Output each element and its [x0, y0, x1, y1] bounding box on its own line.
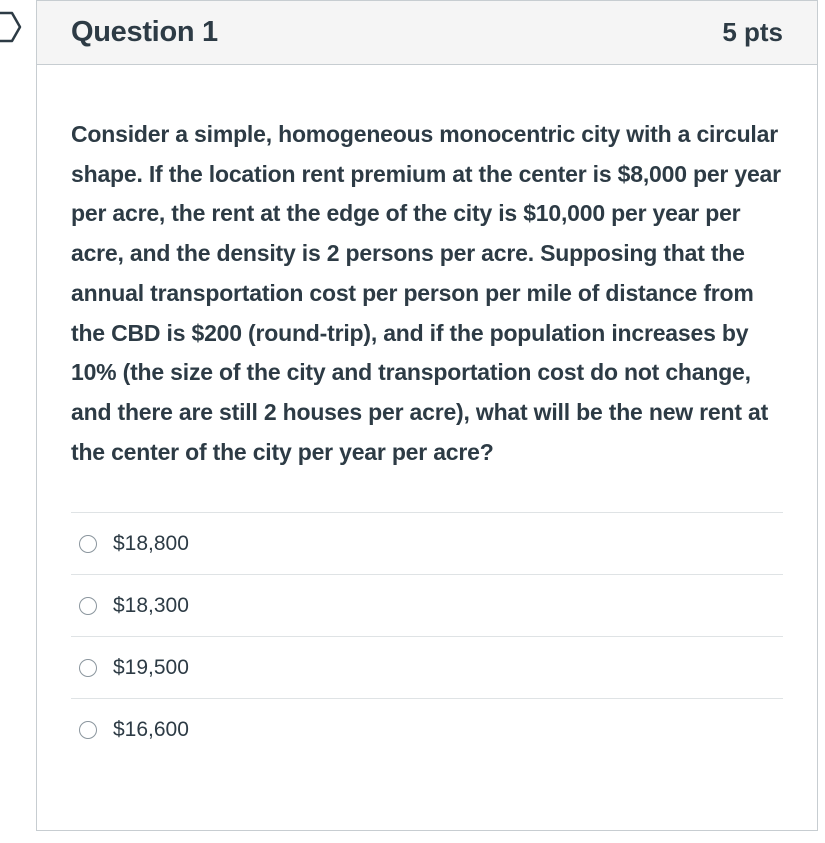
answer-option-2[interactable] — [71, 575, 783, 637]
question-card — [36, 0, 818, 831]
answer-label: $19,500 — [113, 655, 189, 679]
question-points: 5 pts — [722, 17, 783, 47]
radio-button[interactable] — [79, 535, 97, 553]
question-body — [37, 65, 817, 761]
question-text: Consider a simple, homogeneous monocentric city with a circular shape. If the location rent premium at the center is $8,000 per year per acre, the rent at the edge of the city is $10,000 per year per acre, and the density is 2 persons per acre. Supposing that the annual transportation cost per person per mile of distance from the CBD is $200 (round-trip), and if the population increases by 10% (the size of the city and transportation cost do not change, and there are still 2 houses per acre), what will be the new rent at the center of the city per year per acre? — [71, 121, 781, 465]
question-title: Question 1 — [71, 16, 218, 48]
question-marker-icon — [0, 10, 22, 44]
answer-label: $18,800 — [113, 531, 189, 555]
answer-option-1[interactable] — [71, 513, 783, 575]
answer-list — [71, 512, 783, 761]
answer-option-3[interactable] — [71, 637, 783, 699]
answer-label: $16,600 — [113, 718, 189, 742]
radio-button[interactable] — [79, 721, 97, 739]
answer-label: $18,300 — [113, 593, 189, 617]
radio-button[interactable] — [79, 597, 97, 615]
answer-option-4[interactable] — [71, 699, 783, 761]
question-header — [37, 1, 817, 65]
radio-button[interactable] — [79, 659, 97, 677]
